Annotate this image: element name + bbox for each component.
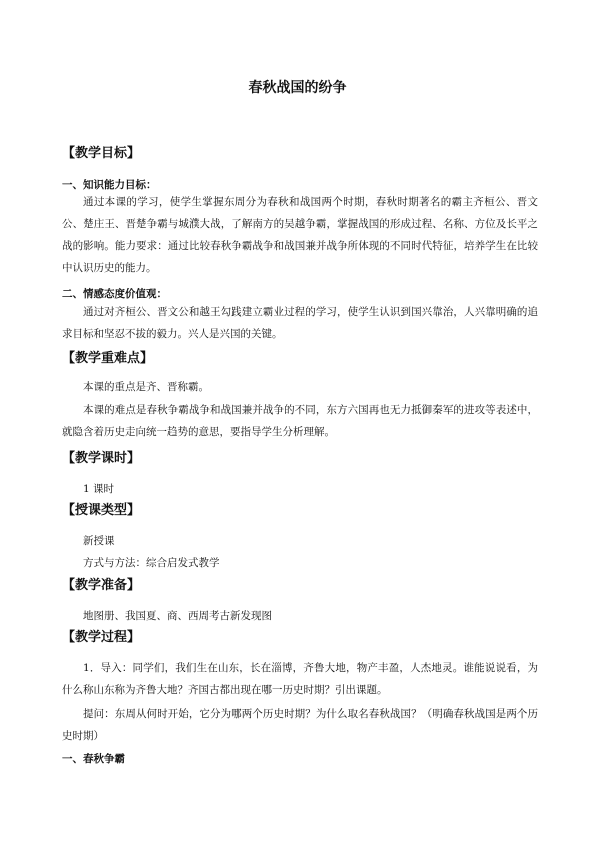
subheading-spring-autumn-hegemony: 一、春秋争霸 (62, 753, 125, 765)
heading-key-points: 【教学重难点】 (62, 351, 154, 366)
paragraph-teaching-method: 方式与方法：综合启发式教学 (83, 557, 220, 569)
page-title: 春秋战国的纷争 (248, 80, 347, 96)
paragraph-question: 提问：东周从何时开始，它分为哪两个历史时期？为什么取名春秋战国？（明确春秋战国是两个历史时期） (62, 708, 538, 742)
heading-process: 【教学过程】 (62, 630, 141, 645)
heading-lesson-type: 【授课类型】 (62, 503, 141, 518)
paragraph-introduction: 1．导入：同学们，我们生在山东，长在淄博，齐鲁大地，物产丰盈，人杰地灵。谁能说说看，为什么称山东称为齐鲁大地？齐国古都出现在哪一历史时期？引出课题。 (62, 662, 538, 696)
heading-objectives: 【教学目标】 (62, 146, 141, 161)
paragraph-lesson-type: 新授课 (83, 535, 115, 547)
paragraph-knowledge-ability: 通过本课的学习，使学生掌握东周分为春秋和战国两个时期，春秋时期著名的霸主齐桓公、晋文公、楚庄王、晋楚争霸与城濮大战，了解南方的吴越争霸，掌握战国的形成过程、名称、方位及长平之战的影响。能力要求：通过比较春秋争霸战争和战国兼并战争所体现的不同时代特征，培养学生在比较中认识历史的能力。 (62, 196, 538, 274)
paragraph-key-point: 本课的重点是齐、晋称霸。 (83, 381, 209, 393)
heading-preparation: 【教学准备】 (62, 578, 141, 593)
paragraph-difficult-point: 本课的难点是春秋争霸战争和战国兼并战争的不同，东方六国再也无力抵御秦军的进攻等表述中，就隐含着历史走向统一趋势的意思，要指导学生分析理解。 (62, 404, 538, 438)
heading-class-hours: 【教学课时】 (62, 451, 141, 466)
paragraph-preparation: 地图册、我国夏、商、西周考古新发现图 (83, 610, 272, 622)
subheading-knowledge-ability: 一、知识能力目标： (62, 179, 157, 191)
subheading-emotion-values: 二、情感态度价值观： (62, 288, 167, 300)
paragraph-emotion-values: 通过对齐桓公、晋文公和越王勾践建立霸业过程的学习，使学生认识到国兴靠治，人兴靠明确的追求目标和坚忍不拔的毅力。兴人是兴国的关键。 (62, 306, 538, 340)
paragraph-class-hours: 1 课时 (83, 483, 115, 495)
